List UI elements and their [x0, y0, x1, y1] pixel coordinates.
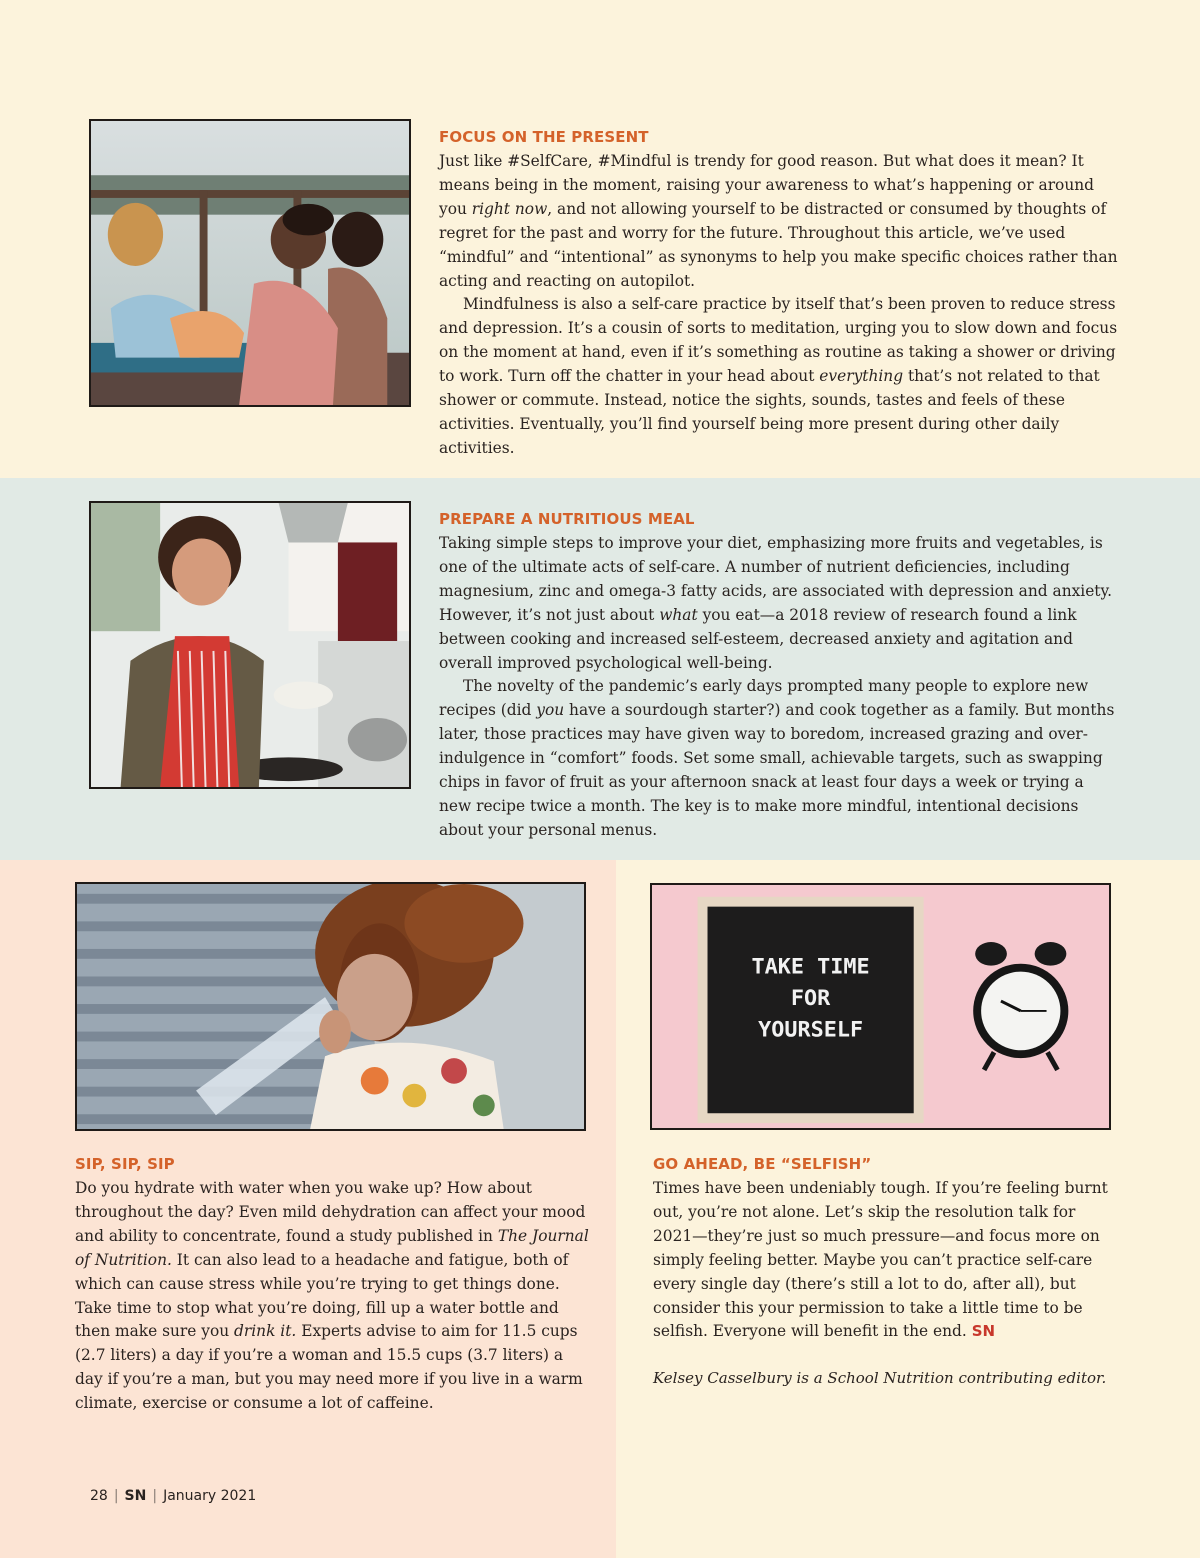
- emphasis-run: you: [536, 701, 565, 720]
- text-run: Experts advise to aim for 11.5 cups (2.7 liters) a day if you’re a woman and 15.5 cups (3.7 liters) a day if you’re a man, but you may need more if you live in a warm climate, exercise or consume a lot of caffeine.: [75, 1322, 583, 1413]
- section-heading: SIP, SIP, SIP: [75, 1155, 175, 1173]
- text-run: that’s not related to that shower or commute. Instead, notice the sights, sounds, tastes and feels of these activities. Eventually, you’ll find yourself being more present during other daily activities.: [439, 367, 1100, 457]
- section-focus-on-present: [439, 126, 1119, 461]
- body-paragraph: [439, 532, 1119, 675]
- body-paragraph: [439, 150, 1119, 293]
- woman-drinking-water-photo: [75, 882, 586, 1131]
- section-sip: [75, 1153, 595, 1416]
- woman-cooking-photo: [89, 501, 411, 789]
- body-paragraph: [653, 1177, 1115, 1344]
- yoga-group-photo: [89, 119, 411, 407]
- section-heading: GO AHEAD, BE “SELFISH”: [653, 1155, 872, 1173]
- emphasis-run: The Journal of Nutrition.: [75, 1226, 589, 1269]
- text-run: Mindfulness is also a self-care practice by itself that’s been proven to reduce stress and depression. It’s a cousin of sorts to meditation, urging you to slow down and focus on the moment at hand, even if it’s something as routine as taking a shower or driving to work. Turn off the chatter in your head about: [439, 295, 1118, 386]
- emphasis-run: right now: [471, 199, 548, 218]
- text-run: have a sourdough starter?) and cook together as a family. But months later, those practices may have given way to boredom, increased grazing and over-indulgence in “comfort” foods. Set some small, achievable targets, such as swapping chips in favor of fruit as your afternoon snack at least four days a week or trying a new recipe twice a month. The key is to make more mindful, intentional decisions about your personal menus.: [439, 701, 1115, 839]
- body-paragraph: [439, 675, 1119, 842]
- section-heading: FOCUS ON THE PRESENT: [439, 128, 649, 146]
- text-run: The novelty of the pandemic’s early days prompted many people to explore new recipes (did: [439, 677, 1089, 720]
- text-run: you eat—a 2018 review of research found a link between cooking and increased self-esteem, decreased anxiety and agitation and overall improved psychological well-being.: [439, 605, 1077, 672]
- emphasis-run: what: [659, 605, 698, 624]
- text-run: Just like #SelfCare, #Mindful is trendy for good reason. But what does it mean? It means being in the moment, raising your awareness to what’s happening or around you: [439, 152, 1094, 218]
- text-run: It can also lead to a headache and fatigue, both of which can cause stress while you’re trying to get things done. Take time to stop what you’re doing, fill up a water bottle and then make sure you: [75, 1250, 569, 1341]
- text-run: , and not allowing yourself to be distracted or consumed by thoughts of regret for the past and worry for the future. Throughout this article, we’ve used “mindful” and “intentional” as synonyms to help you make specific choices rather than acting and reacting on autopilot.: [439, 199, 1118, 290]
- letterboard-line-2: FOR: [790, 986, 831, 1012]
- page-number: 28: [90, 1488, 108, 1504]
- section-heading: PREPARE A NUTRITIOUS MEAL: [439, 510, 695, 528]
- folio-divider: |: [113, 1488, 119, 1504]
- issue-date: January 2021: [163, 1488, 257, 1504]
- section-prepare-meal: [439, 508, 1119, 843]
- page-folio: [90, 1488, 256, 1504]
- text-run: Do you hydrate with water when you wake up? How about throughout the day? Even mild dehydration can affect your mood and ability to concentrate, found a study published in: [75, 1179, 586, 1245]
- emphasis-run: everything: [819, 367, 904, 386]
- emphasis-run: drink it.: [234, 1322, 297, 1341]
- text-run: Taking simple steps to improve your diet, emphasizing more fruits and vegetables, is one of the ultimate acts of self-care. A number of nutrient deficiencies, including magnesium, zinc and omega-3 fatty acids, are associated with depression and anxiety. However, it’s not just about: [439, 534, 1113, 624]
- letterboard-line-1: TAKE TIME: [751, 954, 870, 980]
- text-run: Times have been undeniably tough. If you’re feeling burnt out, you’re not alone. Let’s skip the resolution talk for 2021—they’re just so much pressure—and focus more on simply feeling better. Maybe you can’t practice self-care every single day (there’s still a lot to do, after all), but consider this your permission to take a little time to be selfish. Everyone will benefit in the end.: [653, 1179, 1108, 1341]
- section-be-selfish: [653, 1153, 1115, 1390]
- body-paragraph: [75, 1177, 595, 1416]
- author-byline: Kelsey Casselbury is a School Nutrition contributing editor.: [653, 1369, 1107, 1388]
- body-paragraph: [439, 293, 1119, 460]
- letterboard-line-3: YOURSELF: [758, 1017, 864, 1043]
- letterboard-and-alarm-clock-photo: [650, 883, 1111, 1130]
- folio-divider: |: [152, 1488, 158, 1504]
- end-mark: SN: [971, 1322, 996, 1341]
- magazine-name: SN: [124, 1488, 147, 1504]
